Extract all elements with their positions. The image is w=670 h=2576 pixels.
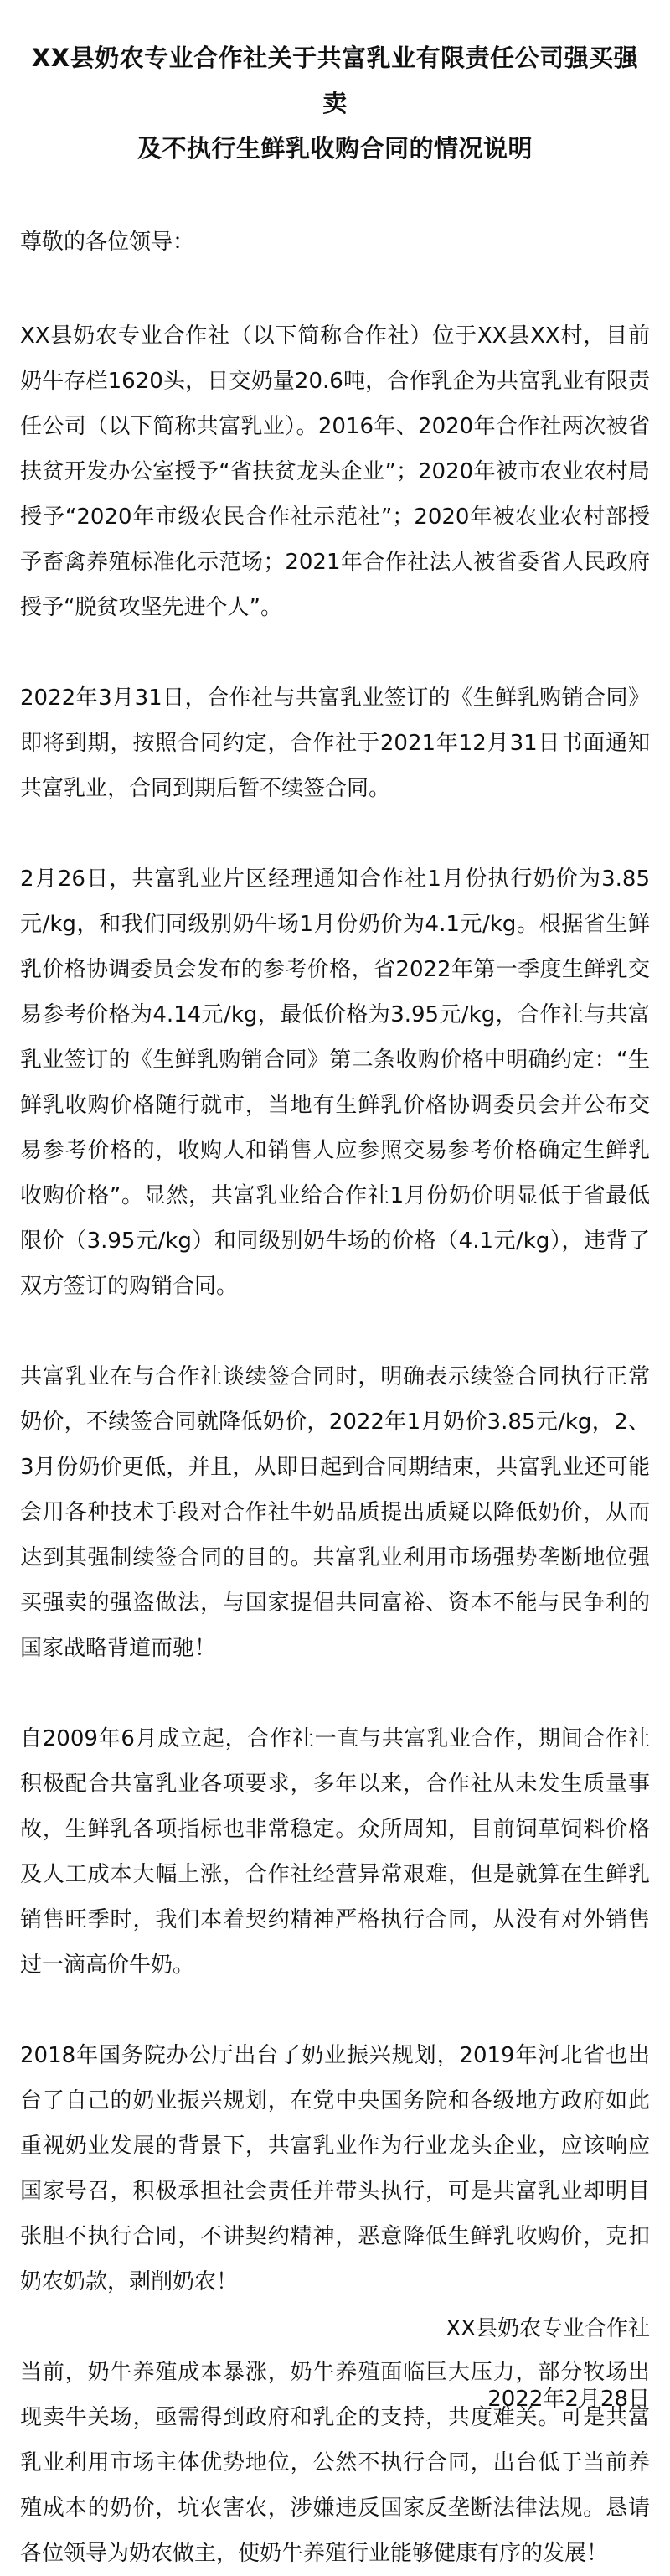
paragraph-renewal-pressure: 共富乳业在与合作社谈续签合同时，明确表示续签合同执行正常奶价，不续签合同就降低奶价，2022年1月奶价3.85元/kg，2、3月份奶价更低，并且，从即日起到合同期结束，共富乳业还可能会用各种技术手段对合作社牛奶品质提出质疑以降低奶价，从而达到其强制续签合同的目的。共富乳业利用市场强势垄断地位强买强卖的强盗做法，与国家提倡共同富裕、资本不能与民争利的国家战略背道而驰！ <box>20 1364 650 1661</box>
document-title <box>20 35 650 171</box>
signature-organization: XX县奶农专业合作社 <box>446 2316 650 2341</box>
salutation: 尊敬的各位领导： <box>20 230 195 255</box>
title-line-1: XX县奶农专业合作社关于共富乳业有限责任公司强买强卖 <box>31 44 639 117</box>
paragraph-intro: XX县奶农专业合作社（以下简称合作社）位于XX县XX村，目前奶牛存栏1620头，日交奶量20.6吨，合作乳企为共富乳业有限责任公司（以下简称共富乳业）。2016年、2020年合作社两次被省扶贫开发办公室授予“省扶贫龙头企业”；2020年被市农业农村局授予“2020年市级农民合作社示范社”；2020年被农业农村部授予畜禽养殖标准化示范场；2021年合作社法人被省委省人民政府授予“脱贫攻坚先进个人”。 <box>20 323 650 620</box>
paragraph-price-dispute: 2月26日，共富乳业片区经理通知合作社1月份执行奶价为3.85元/kg，和我们同级别奶牛场1月份奶价为4.1元/kg。根据省生鲜乳价格协调委员会发布的参考价格，省2022年第一季度生鲜乳交易参考价格为4.14元/kg，最低价格为3.95元/kg，合作社与共富乳业签订的《生鲜乳购销合同》第二条收购价格中明确约定：“生鲜乳收购价格随行就市，当地有生鲜乳价格协调委员会并公布交易参考价格的，收购人和销售人应参照交易参考价格确定生鲜乳收购价格”。显然，共富乳业给合作社1月份奶价明显低于省最低限价（3.95元/kg）和同级别奶牛场的价格（4.1元/kg），违背了双方签订的购销合同。 <box>20 866 650 1299</box>
paragraph-policy-background: 2018年国务院办公厅出台了奶业振兴规划，2019年河北省也出台了自己的奶业振兴规划，在党中央国务院和各级地方政府如此重视奶业发展的背景下，共富乳业作为行业龙头企业，应该响应国家号召，积极承担社会责任并带头执行，可是共富乳业却明目张胆不执行合同，不讲契约精神，恶意降低生鲜乳收购价，克扣奶农奶款，剥削奶农！ <box>20 2043 650 2294</box>
title-line-2: 及不执行生鲜乳收购合同的情况说明 <box>137 134 533 163</box>
paragraph-cooperation-history: 自2009年6月成立起，合作社一直与共富乳业合作，期间合作社积极配合共富乳业各项要求，多年以来，合作社从未发生质量事故，生鲜乳各项指标也非常稳定。众所周知，目前饲草饲料价格及人工成本大幅上涨，合作社经营异常艰难，但是就算在生鲜乳销售旺季时，我们本着契约精神严格执行合同，从没有对外销售过一滴高价牛奶。 <box>20 1726 650 1978</box>
paragraph-contract-expiry: 2022年3月31日，合作社与共富乳业签订的《生鲜乳购销合同》即将到期，按照合同约定，合作社于2021年12月31日书面通知共富乳业，合同到期后暂不续签合同。 <box>20 685 650 801</box>
signature-date: 2022年2月28日 <box>487 2387 650 2412</box>
paragraph-appeal: 当前，奶牛养殖成本暴涨，奶牛养殖面临巨大压力，部分牧场出现卖牛关场，亟需得到政府和乳企的支持，共度难关。可是共富乳业利用市场主体优势地位，公然不执行合同，出台低于当前养殖成本的奶价，坑农害农，涉嫌违反国家反垄断法律法规。恳请各位领导为奶农做主，使奶牛养殖行业能够健康有序的发展！ <box>20 2360 650 2566</box>
